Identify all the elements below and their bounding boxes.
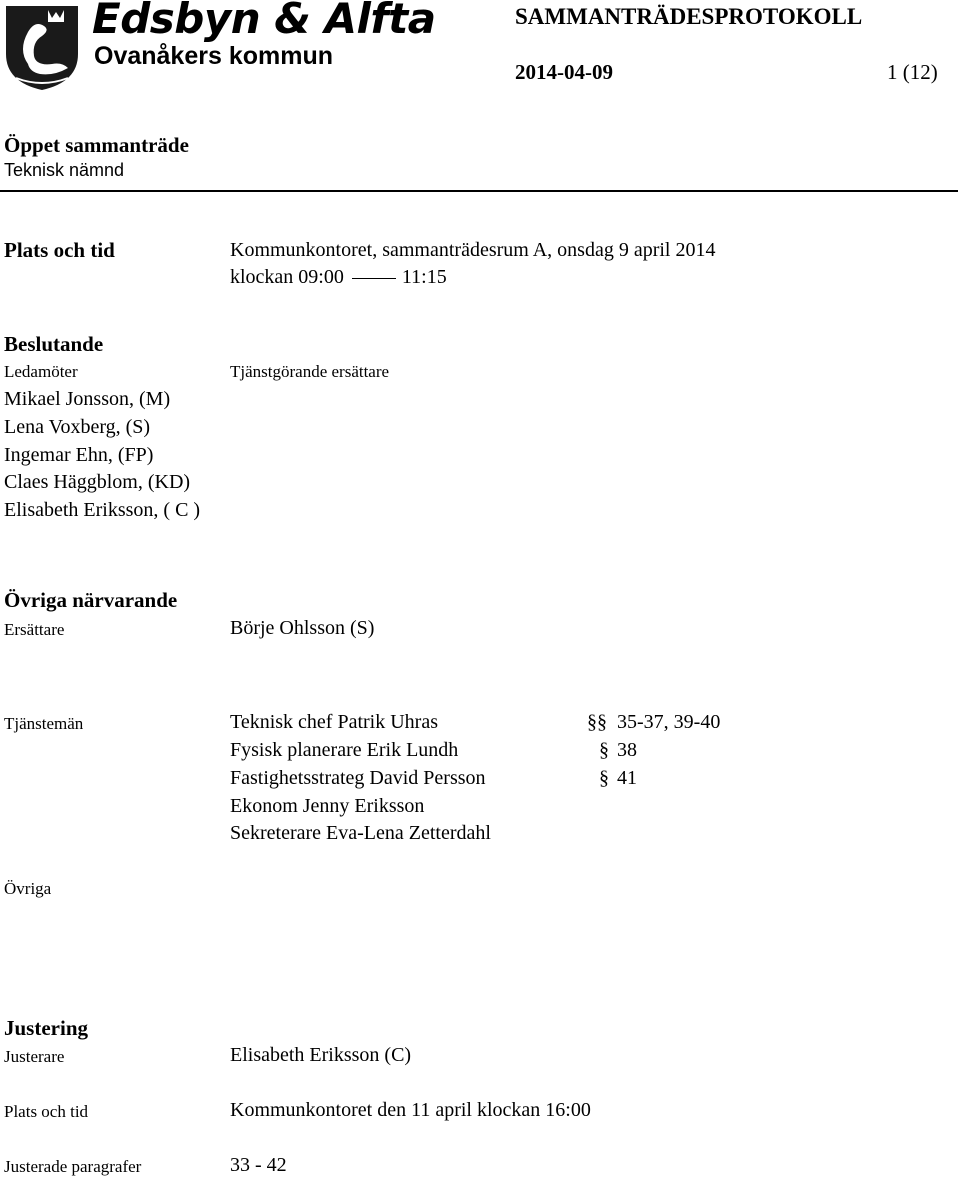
page-number: 1 (12) xyxy=(887,60,938,84)
adjuster-label: Justerare xyxy=(4,1047,65,1066)
section-sign: §§ xyxy=(587,711,607,733)
substitutes-present-label: Ersättare xyxy=(4,620,65,639)
adjusted-paragraphs-label: Justerade paragrafer xyxy=(4,1157,142,1176)
member-item: Lena Voxberg, (S) xyxy=(4,416,151,438)
others-label: Övriga xyxy=(4,879,52,898)
document-date: 2014-04-09 xyxy=(515,60,613,84)
time-dash xyxy=(352,278,396,279)
official-name: Fysisk planerare Erik Lundh xyxy=(230,739,459,761)
substitutes-label: Tjänstgörande ersättare xyxy=(230,362,390,381)
place-time-line1: Kommunkontoret, sammanträdesrum A, onsdag 9 april 2014 xyxy=(230,239,716,261)
adjustment-heading: Justering xyxy=(4,1016,88,1040)
official-name: Fastighetsstrateg David Persson xyxy=(230,767,486,789)
official-sections: 41 xyxy=(617,767,637,789)
official-sections: 35-37, 39-40 xyxy=(617,711,721,733)
official-name: Sekreterare Eva-Lena Zetterdahl xyxy=(230,822,491,844)
members-label: Ledamöter xyxy=(4,362,78,381)
substitute-name: Börje Ohlsson (S) xyxy=(230,617,375,639)
adjustment-place-time: Kommunkontoret den 11 april klockan 16:00 xyxy=(230,1099,591,1121)
header-divider xyxy=(0,190,958,192)
meeting-title: Öppet sammanträde xyxy=(4,133,189,157)
section-sign: § xyxy=(599,739,609,761)
adjustment-place-time-label: Plats och tid xyxy=(4,1102,89,1121)
member-item: Mikael Jonsson, (M) xyxy=(4,388,171,410)
others-present-heading: Övriga närvarande xyxy=(4,588,178,612)
document-type: SAMMANTRÄDESPROTOKOLL xyxy=(515,4,863,29)
logo-title: Edsbyn & Alfta xyxy=(92,0,436,43)
adjusted-paragraphs: 33 - 42 xyxy=(230,1154,287,1176)
member-item: Elisabeth Eriksson, ( C ) xyxy=(4,499,201,521)
adjuster-name: Elisabeth Eriksson (C) xyxy=(230,1044,412,1066)
municipality-logo-swan-icon xyxy=(2,2,82,92)
place-time-line2: klockan 09:00 11:15 xyxy=(230,266,447,288)
officials-label: Tjänstemän xyxy=(4,714,84,733)
logo-subtitle: Ovanåkers kommun xyxy=(94,42,333,70)
decision-makers-heading: Beslutande xyxy=(4,332,104,356)
section-sign: § xyxy=(599,767,609,789)
member-item: Ingemar Ehn, (FP) xyxy=(4,444,154,466)
official-name: Teknisk chef Patrik Uhras xyxy=(230,711,438,733)
official-name: Ekonom Jenny Eriksson xyxy=(230,795,425,817)
committee-name: Teknisk nämnd xyxy=(4,160,125,180)
official-sections: 38 xyxy=(617,739,637,761)
place-time-label: Plats och tid xyxy=(4,238,115,262)
member-item: Claes Häggblom, (KD) xyxy=(4,471,191,493)
